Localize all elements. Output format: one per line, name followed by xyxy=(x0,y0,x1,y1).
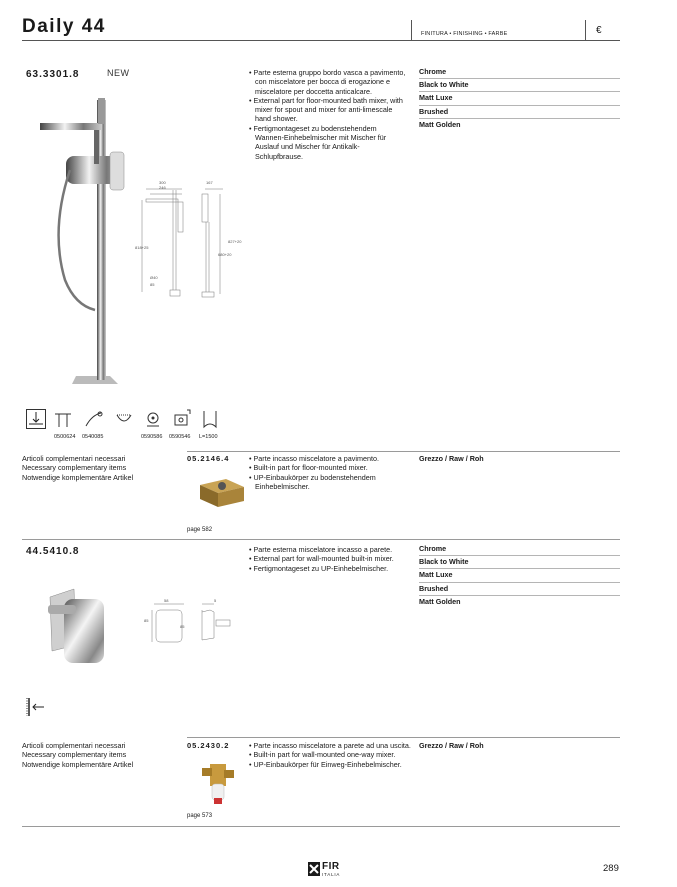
icon-label: 0500624 xyxy=(54,434,76,440)
mixer-icon xyxy=(171,407,193,429)
finish-list xyxy=(419,66,620,131)
floor-mount-icon xyxy=(26,409,46,429)
accessory-description: • Parte incasso miscelatore a pavimento. • Built-in part for floor-mounted mixer. • UP-Einbaukörper zu bodenstehendem Einhebelmischer. xyxy=(249,454,379,491)
brand-name: FIR xyxy=(322,861,340,872)
dim-label: 85 xyxy=(150,282,155,287)
complementary-items-label: Articoli complementari necessari Necessary complementary items Notwendige komplementäre Artikel xyxy=(22,454,134,482)
product-image-bath-mixer xyxy=(40,90,140,390)
dim-label: 680+20 xyxy=(218,252,232,257)
built-in-box-image xyxy=(196,475,248,509)
technical-drawing xyxy=(144,598,244,648)
product-image-wall-mixer xyxy=(46,585,108,665)
header-divider xyxy=(585,20,586,41)
section-divider xyxy=(22,826,620,827)
finish-option: Matt Luxe xyxy=(419,92,620,105)
built-in-valve-image xyxy=(198,758,240,808)
brand-subtitle: ITALIA xyxy=(322,872,341,877)
accessory-code: 05.2430.2 xyxy=(187,741,230,750)
finish-list xyxy=(419,543,620,608)
finish-option: Black to White xyxy=(419,556,620,569)
hand-shower-icon xyxy=(84,409,104,429)
dim-label: 246 xyxy=(159,185,166,190)
desc-line: • Fertigmontageset zu bodenstehendem Wannen-Einhebelmischer mit Mischer für Auslauf und Mischer für Antikalk-Schlupfbrause. xyxy=(249,123,387,161)
brand-logo-icon xyxy=(308,862,320,876)
page-reference: page 573 xyxy=(187,813,213,819)
currency-label: € xyxy=(596,25,602,36)
accessory-description: • Parte incasso miscelatore a parete ad una uscita. • Built-in part for wall-mounted one-way mixer. • UP-Einbaukörper für Einweg-Einhebelmischer. xyxy=(249,741,411,769)
accessory-code: 05.2146.4 xyxy=(187,454,230,463)
product-description xyxy=(249,68,407,161)
section-divider xyxy=(22,539,620,540)
dim-label: 300 xyxy=(159,180,166,185)
icon-label: 0590586 xyxy=(141,434,163,440)
dim-label: 827+20 xyxy=(228,239,242,244)
dim-label: 85 xyxy=(144,618,149,623)
page-number: 289 xyxy=(603,863,619,874)
icon-label: L=1500 xyxy=(199,434,218,440)
dim-label: 818+25 xyxy=(135,245,149,250)
page-title: Daily 44 xyxy=(22,16,106,37)
icon-label: 0590546 xyxy=(169,434,191,440)
page-reference: page 582 xyxy=(187,527,213,533)
product-code: 44.5410.8 xyxy=(26,546,80,557)
dim-label: Ø40 xyxy=(150,275,158,280)
dim-label: 5 xyxy=(214,598,217,603)
header-rule xyxy=(22,40,620,41)
complementary-items-label: Articoli complementari necessari Necessary complementary items Notwendige komplementäre Artikel xyxy=(22,741,134,769)
wall-mount-icon xyxy=(26,697,46,717)
spout-icon xyxy=(53,409,73,429)
dim-label: 167 xyxy=(206,180,213,185)
finish-option: Matt Golden xyxy=(419,119,461,129)
anti-limescale-icon xyxy=(143,409,163,429)
desc-line: • Parte esterna gruppo bordo vasca a pavimento, con miscelatore per bocca di erogazione e miscelatore per doccetta anticalcare. xyxy=(249,68,406,96)
finishing-header: FINITURA • FINISHING • FARBE xyxy=(421,31,508,37)
header-divider xyxy=(411,20,412,41)
finish-option: Black to White xyxy=(419,79,620,92)
accessory-finish: Grezzo / Raw / Roh xyxy=(419,741,484,750)
accessory-finish: Grezzo / Raw / Roh xyxy=(419,454,484,463)
product-description: • Parte esterna miscelatore incasso a parete. • External part for wall-mounted built-in mixer. • Fertigmontageset zu UP-Einhebelmischer. xyxy=(249,545,394,573)
finish-option: Brushed xyxy=(419,106,620,119)
dim-label: 85 xyxy=(180,624,185,629)
section-divider xyxy=(187,451,620,452)
desc-line: • External part for floor-mounted bath mixer, with mixer for spout and mixer for anti-limescale hand shower. xyxy=(249,95,403,124)
new-badge: NEW xyxy=(107,68,130,78)
icon-label: 0540085 xyxy=(82,434,104,440)
section-divider xyxy=(187,737,620,738)
finish-option: Matt Luxe xyxy=(419,569,620,582)
finish-option: Matt Golden xyxy=(419,596,461,606)
product-code: 63.3301.8 xyxy=(26,69,80,80)
finish-option: Chrome xyxy=(419,543,620,556)
hose-length-icon xyxy=(200,409,220,429)
finish-option: Chrome xyxy=(419,66,620,79)
finish-option: Brushed xyxy=(419,583,620,596)
dim-label: 58 xyxy=(164,598,169,603)
technical-drawing xyxy=(135,180,248,300)
hose-icon xyxy=(114,409,134,429)
